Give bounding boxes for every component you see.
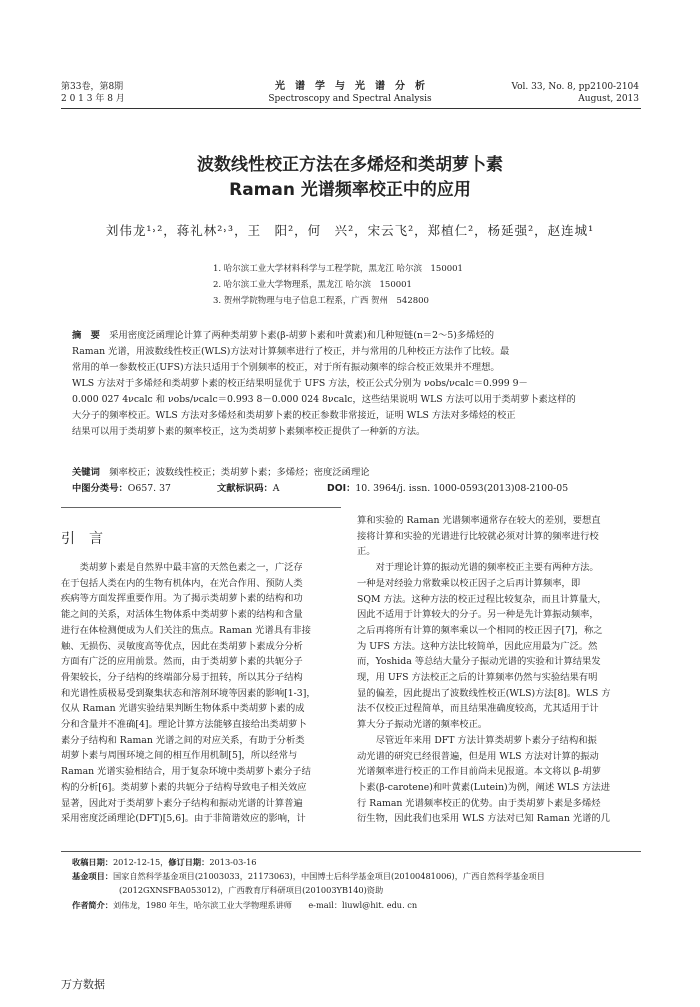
- doccode: A: [272, 483, 280, 494]
- left-para-line: 能之间的关系，对活体生物体系中类胡萝卜素的结构和含量: [61, 609, 303, 621]
- clc-code: O657. 37: [127, 483, 171, 494]
- right-para2-line: 衍生物，因此我们也采用 WLS 方法对已知 Raman 光谱的几: [357, 813, 610, 825]
- right-para2-line: 行 Raman 光谱频率校正的优势。由于类胡萝卜素是多烯烃: [357, 797, 601, 809]
- affiliation-1: 1. 哈尔滨工业大学材料科学与工程学院，黑龙江 哈尔滨 150001: [213, 264, 463, 274]
- footnote-rule: [61, 851, 641, 852]
- keywords-label: 关键词: [72, 467, 100, 478]
- right-para1-line: 算大分子振动光谱的频率校正。: [357, 719, 488, 731]
- right-para1-line: 为 UFS 方法。这种方法比较简单，因此应用最为广泛。然: [357, 640, 598, 652]
- header-journal-en: Spectroscopy and Spectral Analysis: [268, 94, 432, 104]
- header-rule: [61, 108, 641, 109]
- left-para-line: 骨架较长，分子结构的终端部分易于扭转，所以其分子结构: [61, 671, 303, 683]
- author-label: 作者简介：: [72, 900, 113, 910]
- keywords: 频率校正；波数线性校正；类胡萝卜素；多烯烃；密度泛函理论: [109, 467, 370, 478]
- header-journal-cn: 光 谱 学 与 光 谱 分 析: [275, 81, 425, 92]
- right-para1-line: SQM 方法。这种方法的校正过程比较复杂，而且计算量大，: [357, 593, 607, 605]
- right-top-line: 算和实验的 Raman 光谱频率通常存在较大的差别，要想直: [357, 515, 601, 526]
- left-para-line: 分和含量并不准确[4]。理论计算方法能够直接给出类胡萝卜: [61, 719, 307, 731]
- abstract-line: 0.000 027 4νcalc 和 νobs/νcalc＝0.993 8－0.000 024 8νcalc，这些结果说明 WLS 方法可以用于类胡萝卜素这样的: [72, 394, 576, 405]
- header-date-en: August, 2013: [578, 94, 639, 104]
- left-para-line: 仅从 Raman 光谱实验结果判断生物体系中类胡萝卜素的成: [61, 703, 305, 715]
- abstract-label: 摘 要: [72, 330, 100, 341]
- classification-row: [72, 481, 642, 496]
- left-para-line: 疾病等方面发挥重要作用。为了揭示类胡萝卜素的结构和功: [61, 593, 303, 605]
- left-para-line: 类胡萝卜素是自然界中最丰富的天然色素之一，广泛存: [79, 562, 303, 573]
- received-label: 收稿日期：: [72, 857, 113, 867]
- left-para-line: 方面有广泛的应用前景。然而，由于类胡萝卜素的共轭分子: [61, 656, 303, 668]
- header-volume-en: Vol. 33, No. 8, pp2100-2104: [511, 82, 639, 92]
- right-para1-line: 因此不适用于计算较大的分子。另一种是先计算振动频率，: [357, 609, 599, 621]
- title-line2: Raman 光谱频率校正中的应用: [229, 180, 471, 200]
- doi: 10. 3964/j. issn. 1000-0593(2013)08-2100-05: [355, 483, 569, 494]
- right-top-line: 正。: [357, 546, 376, 558]
- left-para-line: Raman 光谱实验相结合，用于复杂环境中类胡萝卜素分子结: [61, 766, 311, 778]
- keywords-row: [72, 465, 370, 480]
- authors: 刘伟龙¹˒²，蒋礼林²˒³，王 阳²，何 兴²，宋云飞²，郑植仁²，杨延强²，赵连城¹: [105, 223, 595, 238]
- right-para1-line: 法不仅校正过程简单，而且结果准确度较高，尤其适用于计: [357, 703, 599, 715]
- right-para1-line: 之后再将所有计算的频率乘以一个相同的校正因子[7]，称之: [357, 624, 603, 636]
- watermark: 万方数据: [61, 978, 105, 991]
- right-para2-line: 动光谱的研究已经很普遍，但是用 WLS 方法对计算的振动: [357, 750, 599, 762]
- right-column: [357, 513, 641, 827]
- abstract-line: 常用的单一参数校正(UFS)方法只适用于个别频率的校正，对于所有振动频率的综合校正效果并不理想。: [72, 362, 500, 373]
- abstract-line: Raman 光谱，用波数线性校正(WLS)方法对计算频率进行了校正，并与常用的几种校正方法作了比较。最: [72, 346, 510, 357]
- left-para-line: 和光谱性质极易受到聚集状态和溶剂环境等因素的影响[1-3]，: [61, 687, 316, 699]
- abstract-line: 采用密度泛函理论计算了两种类胡萝卜素(β-胡萝卜素和叶黄素)和几种短链(n＝2～5)多烯烃的: [109, 330, 495, 341]
- left-para-line: 采用密度泛函理论(DFT)[5,6]。由于非简谐效应的影响，计: [61, 813, 306, 825]
- footnote-fund: [72, 870, 642, 884]
- footnote-dates: [72, 856, 642, 870]
- doi-label: DOI：: [327, 483, 356, 494]
- doccode-label: 文献标识码：: [217, 483, 273, 494]
- abstract-line: WLS 方法对于多烯烃和类胡萝卜素的校正结果明显优于 UFS 方法，校正公式分别为 νobs/νcalc＝0.999 9－: [72, 378, 528, 389]
- right-top-line: 接将计算和实验的光谱进行比较就必须对计算的频率进行校: [357, 530, 599, 542]
- abstract-line: 结果可以用于类胡萝卜素的频率校正，这为类胡萝卜素频率校正提供了一种新的方法。: [72, 426, 426, 437]
- right-para2-line: 尽管近年来用 DFT 方法计算类胡萝卜素分子结构和振: [375, 734, 597, 746]
- affiliation-2: 2. 哈尔滨工业大学物理系，黑龙江 哈尔滨 150001: [213, 280, 412, 290]
- author-bio: 刘伟龙，1980 年生，哈尔滨工业大学物理系讲师 e-mail：liuwl@hit. edu. cn: [112, 900, 418, 910]
- footnote-author: [72, 899, 642, 913]
- header-date-cn: 2 0 1 3 年 8 月: [61, 94, 125, 104]
- fund-line-1: 国家自然科学基金项目(21003033，21173063)，中国博士后科学基金项目(20100481006)，广西自然科学基金项目: [112, 871, 545, 881]
- header-volume-cn: 第33卷，第8期: [61, 82, 124, 92]
- left-para-line: 显著，因此对于类胡萝卜素分子结构和振动光谱的计算普遍: [61, 797, 303, 809]
- right-para1-line: 而，Yoshida 等总结大量分子振动光谱的实验和计算结果发: [357, 656, 601, 668]
- left-para-line: 构的分析[6]。类胡萝卜素的共轭分子结构导致电子相关效应: [61, 781, 307, 793]
- fund-line-2: (2012GXNSFBA053012)，广西教育厅科研项目(201003YB140)资助: [119, 885, 384, 895]
- left-para-line: 素分子结构和 Raman 光谱之间的对应关系，有助于分析类: [61, 734, 305, 746]
- right-para2-line: 卜素(β-carotene)和叶黄素(Lutein)为例，阐述 WLS 方法进: [357, 781, 611, 793]
- right-para1-line: 现，用 UFS 方法校正之后的计算频率仍然与实验结果有明: [357, 672, 598, 684]
- left-para-line: 在于包括人类在内的生物有机体内，在光合作用、预防人类: [61, 577, 303, 589]
- revised-date: 2013-03-16: [209, 857, 257, 867]
- left-para-line: 胡萝卜素与周围环境之间的相互作用机制[5]，所以经常与: [61, 750, 298, 762]
- left-para-line: 触、无损伤、灵敏度高等优点，因此在类胡萝卜素成分分析: [61, 640, 303, 652]
- title-line1: 波数线性校正方法在多烯烃和类胡萝卜素: [197, 155, 503, 175]
- clc-label: 中图分类号：: [72, 483, 128, 494]
- left-para-line: 进行在体检测便成为人们关注的焦点。Raman 光谱具有非接: [61, 624, 311, 636]
- left-column: [61, 560, 342, 827]
- section-divider: [61, 507, 341, 508]
- section-heading-introduction: 引 言: [61, 531, 103, 547]
- abstract: [72, 328, 638, 440]
- abstract-line: 大分子的频率校正。WLS 方法对多烯烃和类胡萝卜素的校正参数非常接近，证明 WLS 方法对多烯烃的校正: [72, 410, 516, 421]
- affiliation-3: 3. 贺州学院物理与电子信息工程系，广西 贺州 542800: [213, 296, 429, 306]
- right-para2-line: 光谱频率进行校正的工作目前尚未见报道。本文将以 β-胡萝: [357, 766, 601, 778]
- fund-label: 基金项目：: [72, 871, 113, 881]
- right-para1-line: 对于理论计算的振动光谱的频率校正主要有两种方法。: [375, 562, 599, 574]
- received-date: 2012-12-15，: [112, 857, 169, 867]
- right-para1-line: 一种是对经验力常数乘以校正因子之后再计算频率，即: [357, 577, 581, 589]
- revised-label: 修订日期：: [168, 857, 210, 867]
- right-para1-line: 显的偏差，因此提出了波数线性校正(WLS)方法[8]。WLS 方: [357, 687, 611, 699]
